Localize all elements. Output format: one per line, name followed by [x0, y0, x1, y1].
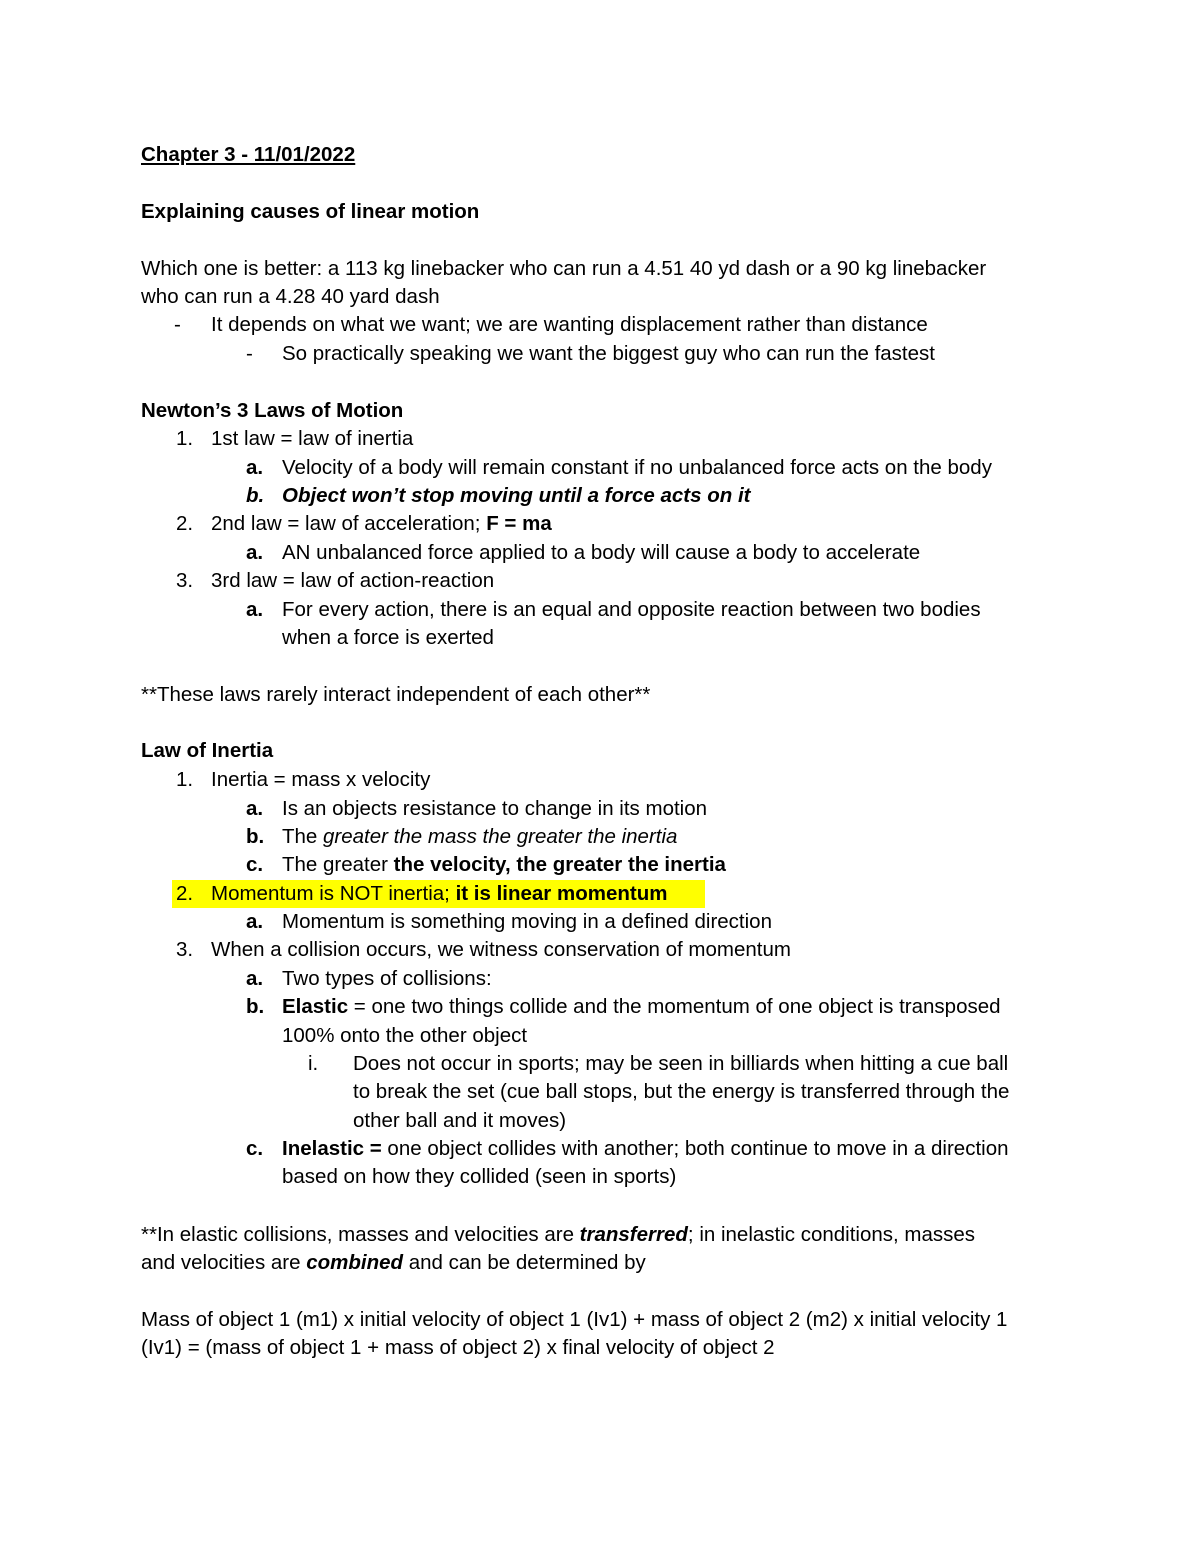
formula-line-2: (Iv1) = (mass of object 1 + mass of object 2) x final velocity of object 2 — [141, 1336, 775, 1359]
list-roman: i. — [308, 1052, 319, 1075]
collision-note-line-2 — [141, 1249, 646, 1277]
inertia-heading: Law of Inertia — [141, 739, 274, 762]
highlighted-item — [172, 880, 705, 908]
collision-note-line2-pre: and velocities are — [141, 1251, 307, 1274]
list-letter: a. — [246, 456, 264, 479]
inertia-item1-c-bold: the velocity, the greater the inertia — [393, 853, 726, 876]
list-number: 2. — [176, 882, 194, 905]
inelastic-term: Inelastic = — [282, 1137, 382, 1160]
laws-note: **These laws rarely interact independent of each other** — [141, 683, 651, 706]
elastic-line-2: 100% onto the other object — [282, 1024, 528, 1047]
dash-bullet: - — [174, 313, 181, 336]
collision-note-transferred: transferred — [579, 1223, 688, 1246]
law1-text: 1st law = law of inertia — [211, 427, 414, 450]
list-number: 3. — [176, 938, 194, 961]
intro-bullet-1: It depends on what we want; we are wanting displacement rather than distance — [211, 313, 928, 336]
list-number: 2. — [176, 512, 194, 535]
inertia-item1-a: Is an objects resistance to change in its motion — [282, 797, 708, 820]
inertia-item1-b-italic: greater the mass the greater the inertia — [323, 825, 678, 848]
intro-bullet-2: So practically speaking we want the biggest guy who can run the fastest — [282, 342, 935, 365]
law2-line — [211, 510, 552, 538]
list-letter: b. — [246, 995, 265, 1018]
law3-a-line-2: when a force is exerted — [282, 626, 494, 649]
inelastic-def: one object collides with another; both continue to move in a direction — [381, 1137, 1009, 1160]
list-number: 1. — [176, 768, 194, 791]
collision-note-combined: combined — [306, 1251, 404, 1274]
inertia-item1-text: Inertia = mass x velocity — [211, 768, 431, 791]
section-subtitle: Explaining causes of linear motion — [141, 200, 480, 223]
intro-line-1: Which one is better: a 113 kg linebacker who can run a 4.51 40 yd dash or a 90 kg linebacker — [141, 257, 987, 280]
law3-text: 3rd law = law of action-reaction — [211, 569, 495, 592]
inertia-item2-bold: it is linear momentum — [455, 882, 668, 905]
inelastic-line-2: based on how they collided (seen in sports) — [282, 1165, 677, 1188]
list-letter: b. — [246, 825, 265, 848]
billiards-line-1: Does not occur in sports; may be seen in billiards when hitting a cue ball — [353, 1052, 1009, 1075]
list-letter: a. — [246, 910, 264, 933]
collision-note-pre: **In elastic collisions, masses and velocities are — [141, 1223, 580, 1246]
intro-line-2: who can run a 4.28 40 yard dash — [141, 285, 440, 308]
collision-note-line-1 — [141, 1221, 975, 1249]
dash-bullet: - — [246, 342, 253, 365]
law2-a-text: AN unbalanced force applied to a body will cause a body to accelerate — [282, 541, 921, 564]
collision-note-line2-post: and can be determined by — [403, 1251, 646, 1274]
newton-heading: Newton’s 3 Laws of Motion — [141, 399, 404, 422]
list-number: 3. — [176, 569, 194, 592]
formula-line-1: Mass of object 1 (m1) x initial velocity of object 1 (Iv1) + mass of object 2 (m2) x initial velocity 1 — [141, 1308, 1008, 1331]
inertia-item1-b — [282, 823, 677, 851]
list-letter: c. — [246, 1137, 264, 1160]
inertia-item1-b-pre: The — [282, 825, 324, 848]
list-letter: a. — [246, 598, 264, 621]
elastic-term: Elastic — [282, 995, 349, 1018]
list-letter: b. — [246, 484, 265, 507]
elastic-def: = one two things collide and the momentum of one object is transposed — [348, 995, 1001, 1018]
law3-a-line-1: For every action, there is an equal and opposite reaction between two bodies — [282, 598, 981, 621]
list-letter: c. — [246, 853, 264, 876]
collision-note-mid: ; in inelastic conditions, masses — [687, 1223, 976, 1246]
law2-text: 2nd law = law of acceleration; — [211, 512, 487, 535]
billiards-line-2: to break the set (cue ball stops, but the energy is transferred through the — [353, 1080, 1010, 1103]
inertia-item2-a: Momentum is something moving in a defined direction — [282, 910, 772, 933]
inertia-item2-line — [211, 880, 667, 908]
list-number: 1. — [176, 427, 194, 450]
elastic-line-1 — [282, 993, 1001, 1021]
list-letter: a. — [246, 967, 264, 990]
law2-formula: F = ma — [486, 512, 552, 535]
inertia-item1-c-pre: The greater — [282, 853, 394, 876]
inertia-item3-text: When a collision occurs, we witness conservation of momentum — [211, 938, 791, 961]
billiards-line-3: other ball and it moves) — [353, 1109, 567, 1132]
inertia-item1-c — [282, 851, 726, 879]
page-title: Chapter 3 - 11/01/2022 — [141, 143, 356, 166]
law1-b-text: Object won’t stop moving until a force acts on it — [282, 484, 751, 507]
inertia-item3-a: Two types of collisions: — [282, 967, 492, 990]
inelastic-line-1 — [282, 1135, 1009, 1163]
list-letter: a. — [246, 541, 264, 564]
law1-a-text: Velocity of a body will remain constant if no unbalanced force acts on the body — [282, 456, 992, 479]
list-letter: a. — [246, 797, 264, 820]
inertia-item2-text: Momentum is NOT inertia; — [211, 882, 456, 905]
